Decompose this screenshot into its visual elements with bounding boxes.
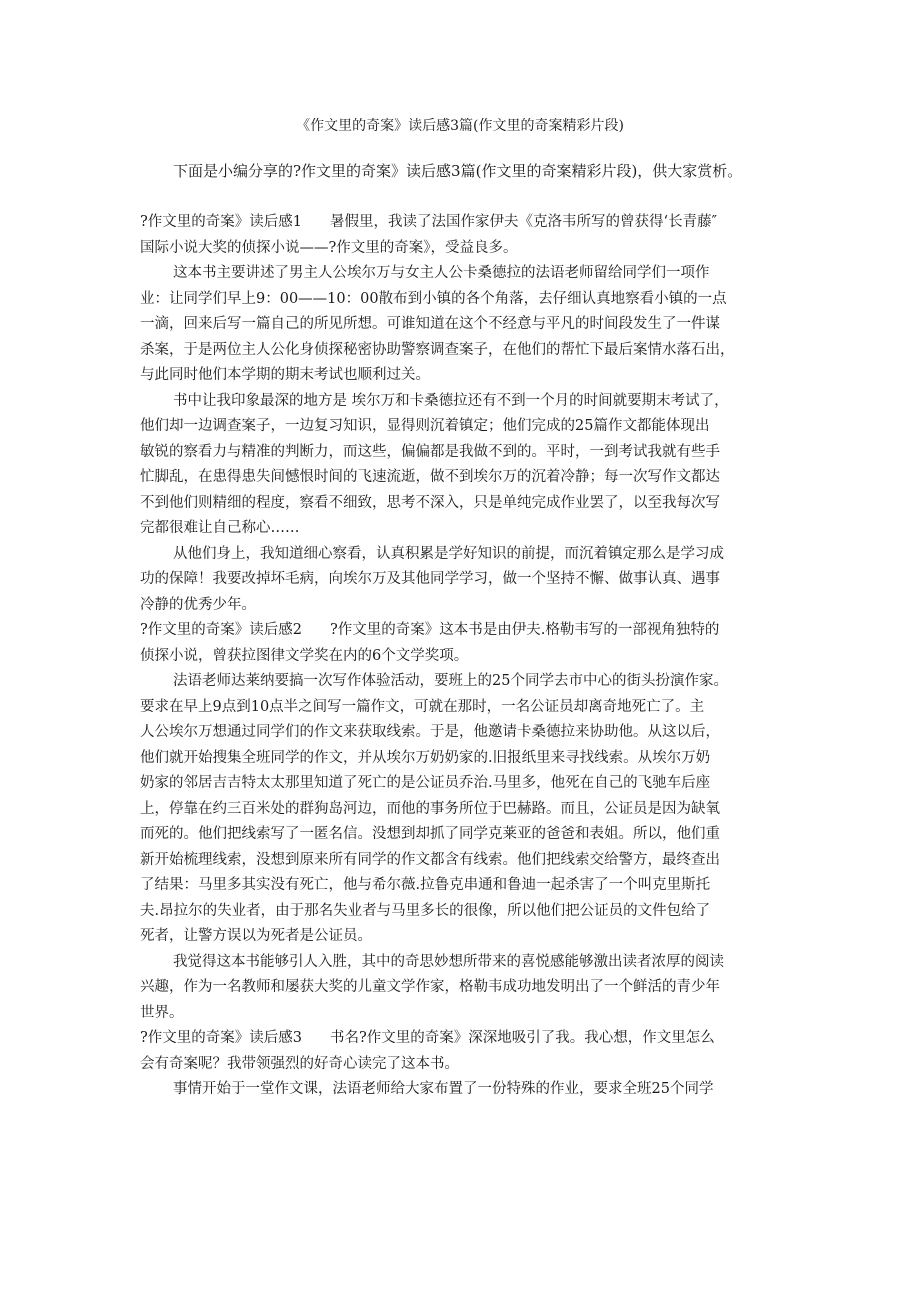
- line-text: 要求在早上9点到10点半之间写一篇作文，可就在那时，一名公证员却离奇地死亡了。主: [140, 698, 705, 715]
- line-text: 侦探小说，曾获拉图律文学奖在内的6个文学奖项。: [140, 647, 469, 664]
- text-line: [140, 1052, 790, 1078]
- text-line: [140, 567, 790, 593]
- line-text: 不到他们则精细的程度，察看不细致，思考不深入，只是单纯完成作业罢了，以至我每次写: [140, 494, 720, 511]
- line-text: 新开始梳理线索，没想到原来所有同学的作文都含有线索。他们把线索交给警方，最终查出: [140, 851, 720, 868]
- text-line: [140, 491, 790, 517]
- text-line: [140, 363, 790, 389]
- line-text: 夫.昂拉尔的失业者，由于那名失业者与马里多长的很像，所以他们把公证员的文件包给了: [140, 902, 711, 919]
- text-line: [140, 440, 790, 466]
- text-line: [140, 644, 790, 670]
- text-line: [140, 873, 790, 899]
- text-line: [140, 542, 790, 568]
- text-line: [140, 746, 790, 772]
- text-line: [140, 822, 790, 848]
- text-line: [140, 771, 790, 797]
- text-line: [140, 924, 790, 950]
- document-title: 《作文里的奇案》读后感3篇(作文里的奇案精彩片段): [296, 118, 624, 134]
- line-text: 一滴，回来后写一篇自己的所见所想。可谁知道在这个不经意与平凡的时间段发生了一件谋: [140, 316, 720, 332]
- section-heading: ?作文里的奇案》读后感3: [140, 1030, 302, 1046]
- section-heading: ?作文里的奇案》读后感2: [140, 622, 302, 638]
- line-text: 他们却一边调查案子，一边复习知识，显得则沉着镇定；他们完成的25篇作文都能体现出: [140, 418, 710, 434]
- line-text: 这本书主要讲述了男主人公埃尔万与女主人公卡桑德拉的法语老师留给同学们一项作: [173, 265, 710, 281]
- text-line: [140, 287, 790, 313]
- text-line: [140, 338, 790, 364]
- text-line: [140, 389, 790, 415]
- text-line: [140, 899, 790, 925]
- text-line: [140, 261, 790, 287]
- line-text: 世界。: [140, 1004, 184, 1021]
- line-text: 人公埃尔万想通过同学们的作文来获取线索。于是，他邀请卡桑德拉来协助他。从这以后，: [140, 724, 720, 740]
- text-line: [140, 1001, 790, 1027]
- line-text: ?作文里的奇案》这本书是由伊夫.格勒韦写的一部视角独特的: [330, 622, 720, 638]
- line-text: 会有奇案呢？我带领强烈的好奇心读完了这本书。: [140, 1055, 459, 1072]
- text-line: [140, 975, 790, 1001]
- intro-paragraph: 下面是小编分享的?作文里的奇案》读后感3篇(作文里的奇案精彩片段)，供大家赏析。: [173, 162, 743, 180]
- line-text: 他们就开始搜集全班同学的作文，并从埃尔万奶奶家的.旧报纸里来寻找线索。从埃尔万奶: [140, 749, 711, 766]
- text-line: [140, 848, 790, 874]
- line-text: 杀案，于是两位主人公化身侦探秘密协助警察调查案子，在他们的帮忙下最后案情水落石出，: [140, 341, 735, 358]
- line-text: 上，停靠在约三百米处的群狗岛河边，而他的事务所位于巴赫路。而且，公证员是因为缺氧: [140, 800, 720, 817]
- line-text: 事情开始于一堂作文课，法语老师给大家布置了一份特殊的作业，要求全班25个同学: [173, 1081, 714, 1097]
- text-line: [140, 593, 790, 619]
- line-text: 书中让我印象最深的地方是 埃尔万和卡桑德拉还有不到一个月的时间就要期末考试了，: [173, 392, 729, 409]
- line-text: 从他们身上，我知道细心察看，认真积累是学好知识的前提，而沉着镇定那么是学习成: [173, 545, 724, 562]
- line-text: 忙脚乱，在患得患失间憾恨时间的飞速流逝，做不到埃尔万的沉着冷静；每一次写作文都达: [140, 469, 720, 485]
- line-text: 而死的。他们把线索写了一匿名信。没想到却抓了同学克莱亚的爸爸和表姐。所以，他们重: [140, 826, 720, 842]
- text-line: [140, 950, 790, 976]
- line-text: 书名?作文里的奇案》深深地吸引了我。我心想，作文里怎么: [330, 1030, 715, 1046]
- section-heading: ?作文里的奇案》读后感1: [140, 214, 302, 230]
- text-line: [140, 516, 790, 542]
- section-heading-line: [140, 618, 790, 644]
- line-text: 奶家的邻居吉吉特太太那里知道了死亡的是公证员乔治.马里多，他死在自己的飞驰车后座: [140, 775, 711, 791]
- text-line: [140, 695, 790, 721]
- text-line: [140, 312, 790, 338]
- text-line: [140, 797, 790, 823]
- text-line: [140, 236, 790, 262]
- line-text: 完都很难让自己称心……: [140, 520, 300, 536]
- line-text: 敏锐的察看力与精准的判断力，而这些，偏偏都是我做不到的。平时，一到考试我就有些手: [140, 443, 720, 460]
- line-text: 兴趣，作为一名教师和屡获大奖的儿童文学作家，格勒韦成功地发明出了一个鲜活的青少年: [140, 979, 720, 995]
- text-line: [140, 414, 790, 440]
- line-text: 与此同时他们本学期的期末考试也顺利过关。: [140, 367, 430, 383]
- line-text: 法语老师达莱纳要搞一次写作体验活动，要班上的25个同学去市中心的街头扮演作家。: [173, 673, 728, 689]
- line-text: 国际小说大奖的侦探小说——?作文里的奇案》，受益良多。: [140, 239, 518, 256]
- line-text: 业：让同学们早上9：00——10：00散布到小镇的各个角落，去仔细认真地察看小镇的一点: [140, 290, 727, 307]
- text-line: [140, 1077, 790, 1103]
- section-heading-line: [140, 210, 790, 236]
- text-line: [140, 465, 790, 491]
- line-text: 我觉得这本书能够引人入胜，其中的奇思妙想所带来的喜悦感能够激出读者浓厚的阅读: [173, 953, 724, 970]
- line-text: 暑假里，我读了法国作家伊夫《克洛韦所写的曾获得‘长青藤″: [330, 214, 718, 230]
- line-text: 冷静的优秀少年。: [140, 596, 256, 613]
- text-line: [140, 720, 790, 746]
- line-text: 功的保障！我要改掉坏毛病，向埃尔万及其他同学学习，做一个坚持不懈、做事认真、遇事: [140, 571, 720, 587]
- section-heading-line: [140, 1026, 790, 1052]
- line-text: 了结果：马里多其实没有死亡，他与希尔薇.拉鲁克串通和鲁迪一起杀害了一个叫克里斯托: [140, 877, 711, 893]
- line-text: 死者，让警方误以为死者是公证员。: [140, 928, 372, 944]
- article-body: [140, 210, 790, 1103]
- text-line: [140, 669, 790, 695]
